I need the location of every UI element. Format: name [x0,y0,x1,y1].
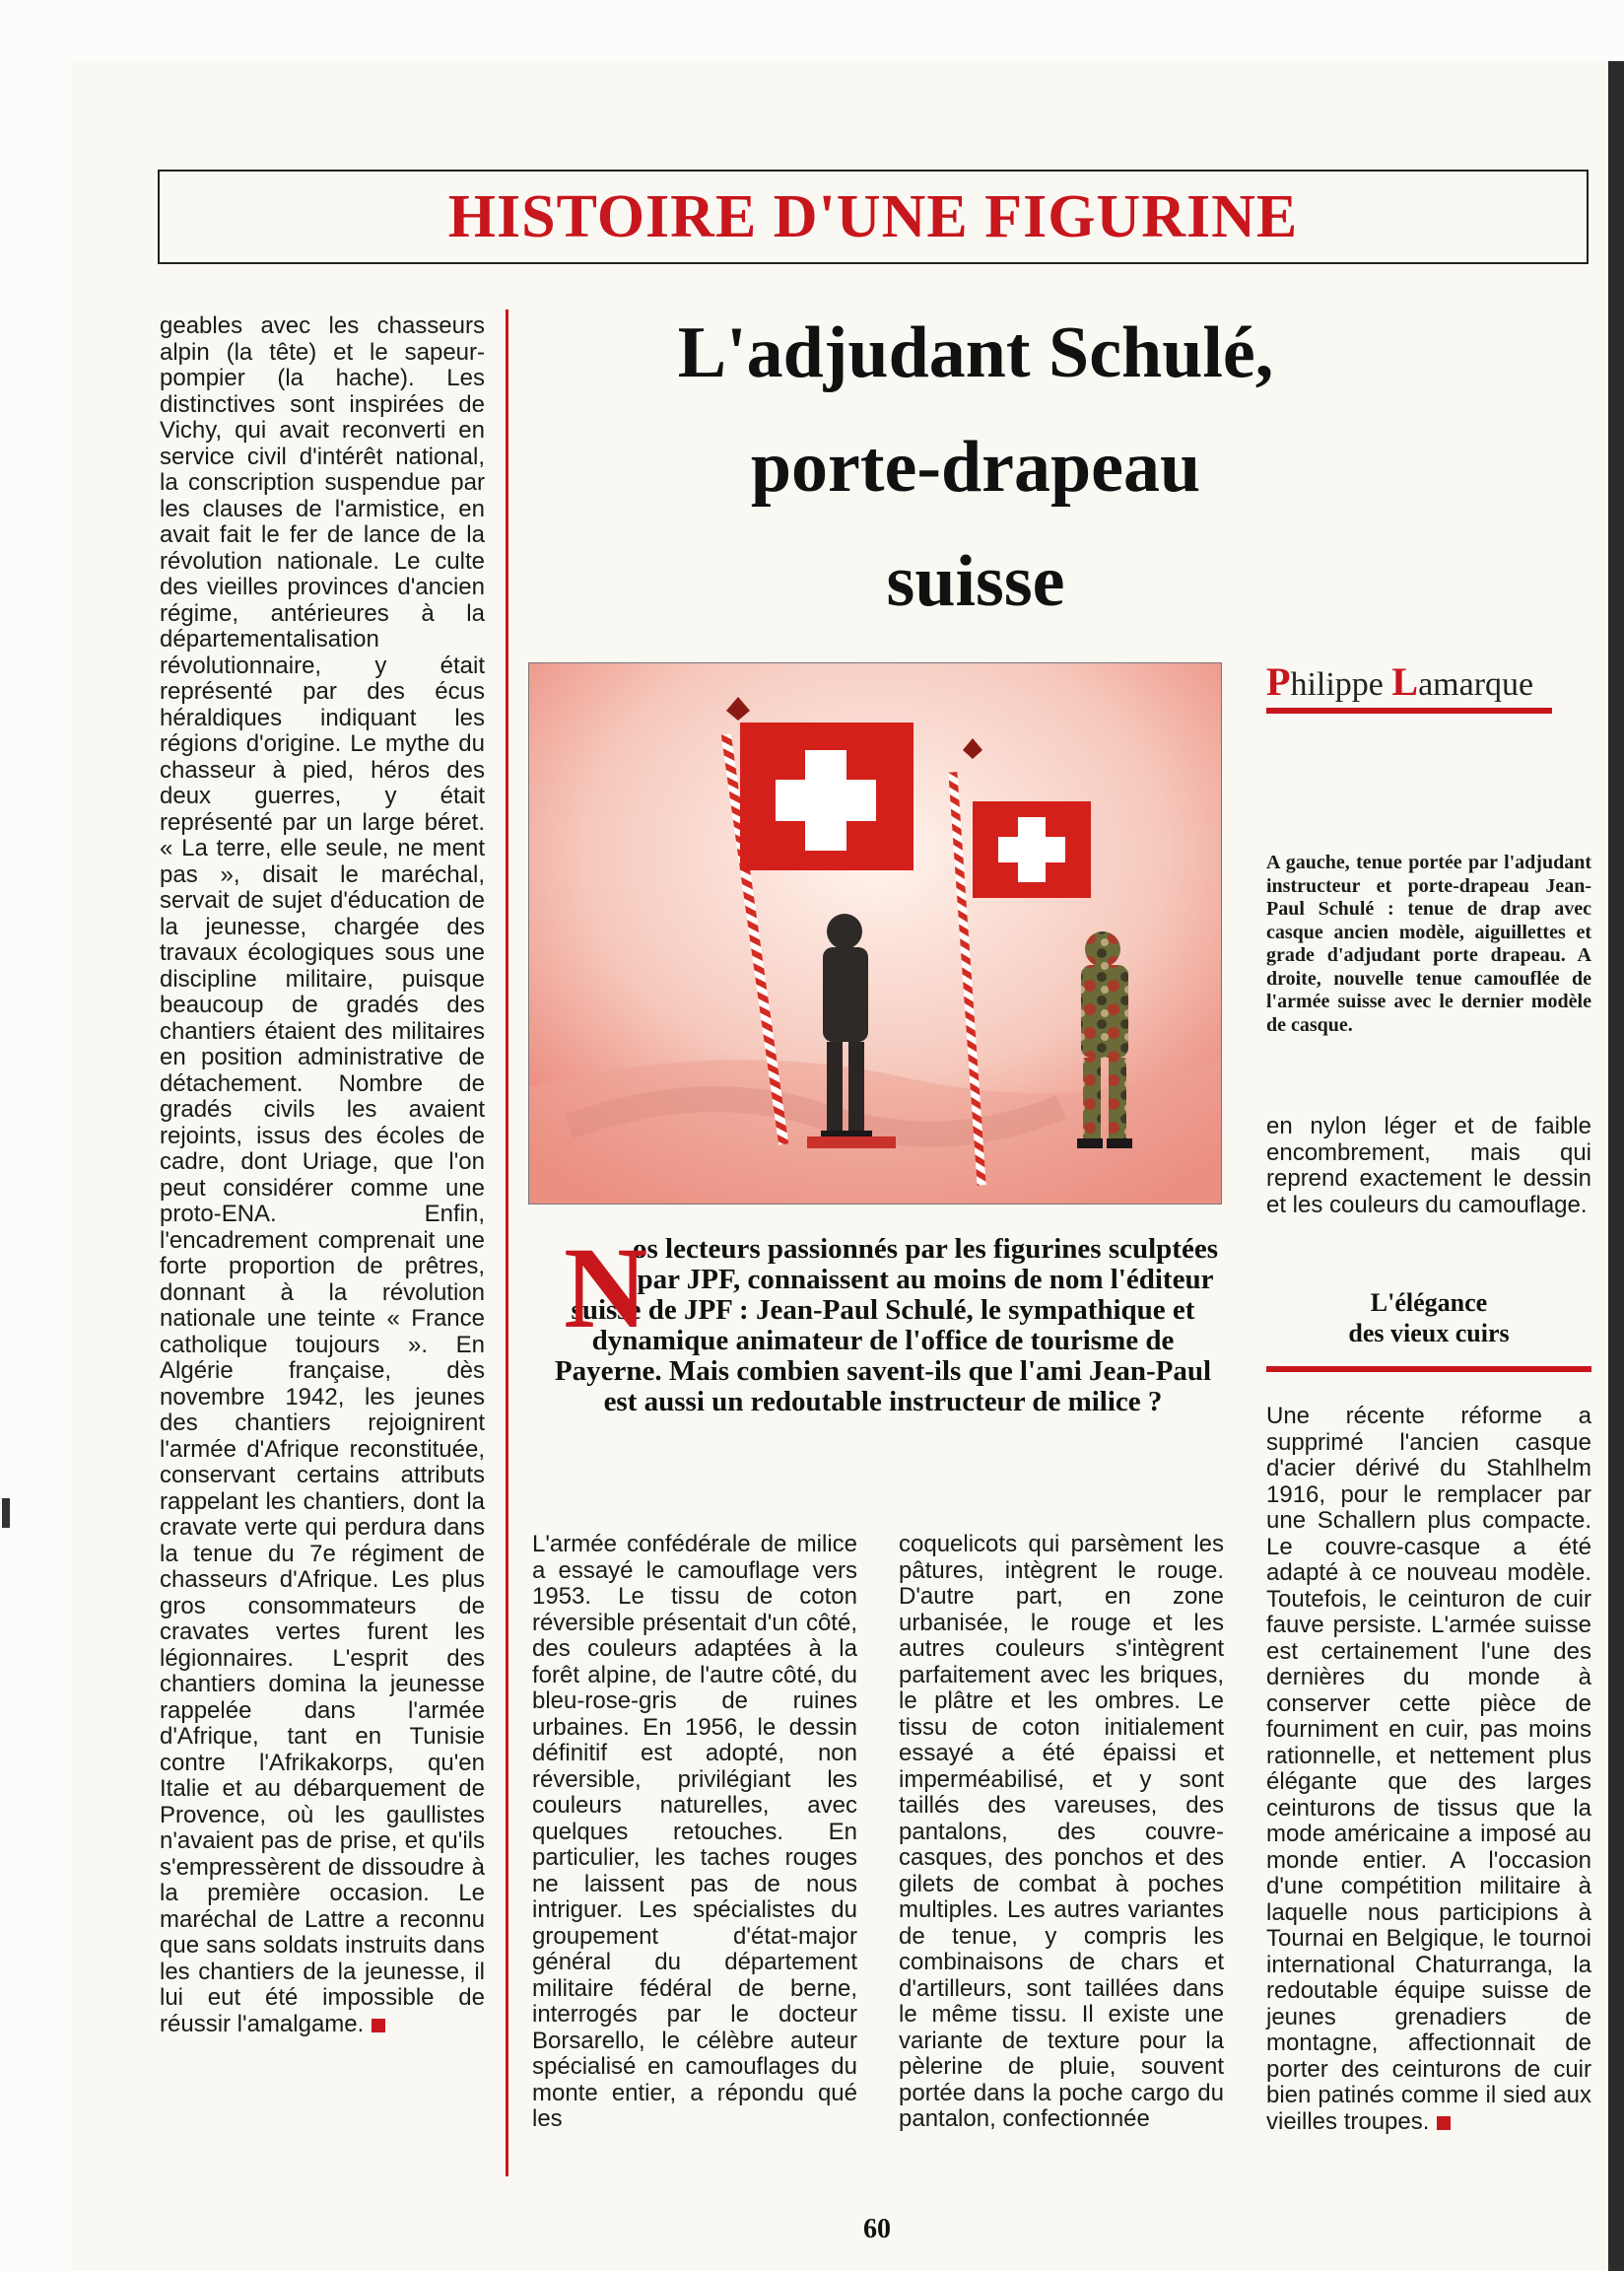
headline-line-3: suisse [886,541,1065,622]
intro-text: os lecteurs passionnés par les figurines sculptées par JPF, connaissent au moins de nom l'éditeur suisse de JPF : Jean-Paul Schulé, le sympathique et dynamique animateur de l'office de tourisme de Payerne. Mais combien savent-ils que l'ami Jean-Paul est aussi un redoutable instructeur de milice ? [554,1233,1218,1417]
column-divider-rule [506,310,508,2176]
section-title: HISTOIRE D'UNE FIGURINE [447,182,1299,250]
section-banner [158,170,1589,264]
binder-mark [2,1498,10,1528]
section-subheading [1266,1287,1591,1348]
right-column-top: en nylon léger et de faible encombrement, mais qui reprend exactement le dessin et les couleurs du camouflage. [1266,1113,1591,1218]
scan-margin-left [0,0,71,2271]
subheading-line-1: L'élégance [1370,1288,1488,1317]
photo-caption: A gauche, tenue portée par l'adjudant instructeur et porte-drapeau Jean-Paul Schulé : tenue de drap avec casque ancien modèle, aiguillettes et grade d'adjudant porte drapeau. A droite, nouvelle tenue camouflée de l'armée suisse avec le dernier modèle de casque. [1266,852,1591,1036]
article-headline [572,296,1380,639]
headline-line-1: L'adjudant Schulé, [677,312,1274,393]
left-column-text: geables avec les chasseurs alpin (la tête) et le sapeur-pompier (la hache). Les distinctives sont inspirées de Vichy, qui avait reconverti en service civil d'intérêt national, la conscription suspendue par les clauses de l'armistice, en avait fait le fer de lance de la révolution nationale. Le culte des vieilles provinces d'ancien régime, antérieures à la départementalisation révolutionnaire, y était représenté par des écus héraldiques indiquant les régions d'origine. Le mythe du chasseur à pied, héros des deux guerres, y était représenté par un large béret. « La terre, elle seule, ne ment pas », disait le maréchal, servait de sujet d'éducation de la jeunesse, chargée des travaux écologiques sous une discipline militaire, puisque beaucoup de gradés des chantiers étaient des militaires en position administrative de détachement. Nombre de gradés civils les avaient rejoints, issus des écoles de cadre, dont Uriage, que l'on peut considérer comme une proto-ENA. Enfin, l'encadrement comprenait une forte proportion de prêtres, donnant à la révolution nationale une teinte « France catholique toujours ». En Algérie française, dès novembre 1942, les jeunes des chantiers rejoignirent l'armée d'Afrique reconstituée, conservant certains attributs rappelant les chantiers, dont la cravate verte qui perdura dans la tenue du 7e régiment de chasseurs d'Afrique. Les plus gros consommateurs de cravates vertes furent les légionnaires. L'esprit des chantiers domina la jeunesse rappelée dans l'armée d'Afrique, tant en Tunisie contre l'Afrikakorps, qu'en Italie et au débarquement de Provence, où les gaullistes n'avaient pas de prise, et qu'ils s'empressèrent de dissoudre à la première occasion. Le maréchal de Lattre a reconnu que sans soldats instruits dans les chantiers de la jeunesse, il lui eut été impossible de réussir l'amalgame. [160,312,485,2037]
middle-column-2: coquelicots qui parsèment les pâtures, intègrent le rouge. D'autre part, en zone urbanisée, le rouge et les autres couleurs s'intègrent parfaitement avec les briques, le plâtre et les ombres. Le tissu de coton initialement essayé a été épaissi et imperméabilisé, et y sont taillés des vareuses, des pantalons, des couvre-casques, des ponchos et des gilets de combat à poches multiples. Les autres variantes de tenue, y compris les combinaisons de chars et d'artilleurs, sont taillées dans le même tissu. Il existe une variante de texture pour la pèlerine de pluie, souvent portée dans la poche cargo du pantalon, confectionnée [899,1531,1224,2132]
byline-rule [1266,708,1552,714]
author-last-rest: amarque [1418,666,1534,703]
middle-column-1: L'armée confédérale de milice a essayé le camouflage vers 1953. Le tissu de coton réversible présentait d'un côté, des couleurs adaptées à la forêt alpine, de l'autre côté, du bleu-rose-gris de ruines urbaines. En 1956, le dessin définitif est adopté, non réversible, privilégiant les couleurs naturelles, avec quelques retouches. En particulier, les taches rouges ne laissent pas de nous intriguer. Les spécialistes du groupement d'état-major général du département militaire fédéral de berne, interrogés par le docteur Borsarello, le célèbre auteur spécialisé en camouflages du monte entier, a répondu qué les [532,1531,857,2132]
right-column-text: Une récente réforme a supprimé l'ancien casque d'acier dérivé du Stahlhelm 1916, pour le remplacer par une Schallern plus compacte. Le couvre-casque a été adapté à ce nouveau modèle. Toutefois, le ceinturon de cuir fauve persiste. L'armée suisse est certainement l'une des dernières du monde à conserver cette pièce de fourniment en cuir, pas moins rationnelle, et nettement plus élégante que des larges ceinturons de tissus que la mode américaine a imposé au monde entier. A l'occasion d'une compétition militaire à laquelle nous participions à Tournai en Belgique, le tournoi international Chaturranga, la redoutable équipe suisse de jeunes grenadiers de montagne, affectionnait de porter des ceinturons de cuir bien patinés comme il sied aux vieilles troupes. [1266,1403,1591,2135]
end-of-article-mark-2 [1437,2116,1451,2130]
author-first-rest: hilippe [1290,666,1392,703]
page-number: 60 [863,2214,891,2244]
author-last-initial: L [1391,659,1419,704]
scan-margin-top [0,0,1624,61]
end-of-article-mark [372,2019,385,2032]
author-byline [1266,658,1591,705]
intro-dropcap: N [564,1223,648,1352]
right-column-bottom [1266,1404,1591,2135]
headline-line-2: porte-drapeau [750,427,1201,508]
subheading-rule [1266,1366,1591,1372]
figurine-photo [528,662,1222,1204]
author-first-initial: P [1266,659,1291,704]
left-column [160,313,485,2182]
subheading-line-2: des vieux cuirs [1348,1319,1510,1347]
figurine-photo-illustration [529,663,1221,1204]
